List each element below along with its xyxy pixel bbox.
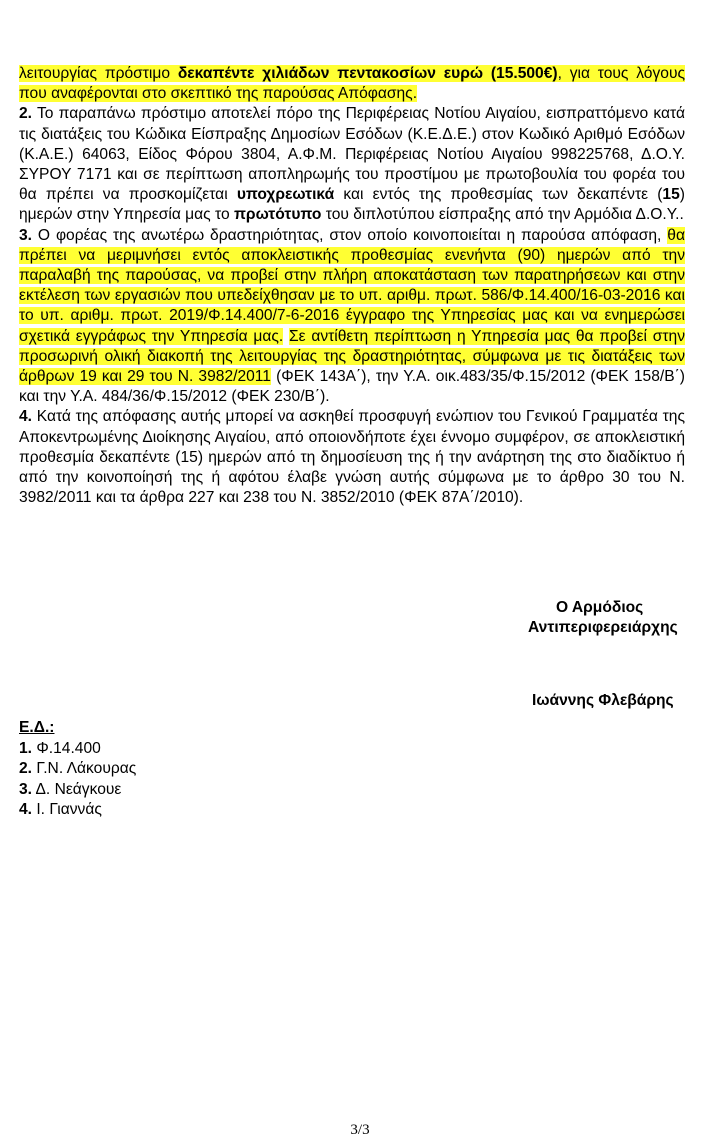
paragraph-number: 2. (19, 105, 33, 123)
paragraph-number: 3. (19, 226, 33, 244)
text-span: Ο φορέας της ανωτέρω δραστηριότητας, στον οποίο κοινοποιείται η παρούσα απόφαση, (32, 226, 668, 244)
text-span: λειτουργίας πρόστιμο (19, 65, 178, 82)
text-span: Το παραπάνω πρόστιμο αποτελεί πόρο της Περιφέρειας Νοτίου Αιγαίου, εισπραττόμενο κατά τις διατάξεις του Κώδικα Είσπραξης Δημοσίων Εσόδων (Κ.Ε.Δ.Ε.) στον Κωδικό Αριθμό Εσόδων (Κ.Α.Ε.) 64063, Είδος Φόρου 3804, Α.Φ.Μ. Περιφέρειας Νοτίου Αιγαίου 998225768, Δ.Ο.Υ. ΣΥΡΟΥ 7171 και σε περίπτωση αποπληρωμής του προστίμου με πρωτοβουλία του φορέα του θα πρέπει να προσκομίζεται (19, 105, 685, 204)
list-item (19, 739, 136, 760)
list-text: Ι. Γιαννάς (32, 801, 102, 818)
highlight (19, 65, 685, 102)
bold-term: 15 (662, 186, 680, 204)
text-span: ) ημερών στην Υπηρεσία μας το (19, 186, 685, 224)
list-number: 3. (19, 780, 33, 798)
signature-name: Ιωάννης Φλεβάρης (532, 692, 674, 709)
distribution-title: Ε.Δ.: (19, 719, 55, 736)
list-item (19, 759, 136, 780)
paragraph-4 (19, 407, 685, 508)
bold-term: υποχρεωτικά (236, 186, 335, 204)
bold-term: πρωτότυπο (233, 206, 322, 224)
text-span: (ΦΕΚ 143Α΄), την Υ.Α. οικ.483/35/Φ.15/2012 (ΦΕΚ 158/Β΄) και την Υ.Α. 484/36/Φ.15/2012 (ΦΕΚ 230/Β΄). (19, 368, 685, 406)
list-number: 4. (19, 801, 33, 818)
text-span: του διπλοτύπου είσπραξης από την Αρμόδια Δ.Ο.Υ.. (321, 206, 684, 224)
list-number: 1. (19, 739, 33, 757)
signature-role: Αντιπεριφερειάρχης (528, 619, 678, 636)
text-span: και εντός της προθεσμίας των δεκαπέντε ( (334, 186, 663, 204)
paragraph-2 (19, 104, 685, 225)
signature-title: Ο Αρμόδιος (556, 599, 644, 616)
list-text: Φ.14.400 (32, 739, 101, 757)
highlight: θα πρέπει να μεριμνήσει εντός αποκλειστικής προθεσμίας ενενήντα (90) ημερών από την παραλαβή της παρούσας, να προβεί στην πλήρη αποκατάσταση των παρατηρήσεων και στην εκτέλεση των εργασιών που υπεδείχθησαν με το υπ. αριθμ. πρωτ. 586/Φ.14.400/16-03-2016 και το υπ. αριθμ. πρωτ. 2019/Φ.14.400/7-6-2016 έγγραφο της Υπηρεσίας μας και να ενημερώσει σχετικά εγγράφως την Υπηρεσία μας. (19, 226, 685, 345)
paragraph-1 (19, 64, 685, 104)
list-item (19, 800, 136, 821)
highlight: Σε αντίθετη περίπτωση η Υπηρεσία μας θα προβεί στην προσωρινή ολική διακοπή της λειτουργίας της δραστηριότητας, σύμφωνα με τις διατάξεις των άρθρων 19 και 29 του Ν. 3982/2011 (19, 327, 686, 386)
text-span: , για τους λόγους που αναφέρονται στο σκεπτικό της παρούσας Απόφασης. (19, 65, 685, 103)
fine-amount: δεκαπέντε χιλιάδων πεντακοσίων ευρώ (15.500€) (177, 65, 558, 82)
document-body (19, 64, 685, 508)
page-number: 3/3 (350, 1122, 370, 1138)
list-text: Γ.Ν. Λάκουρας (32, 760, 137, 777)
text-span: Κατά της απόφασης αυτής μπορεί να ασκηθεί προσφυγή ενώπιον του Γενικού Γραμματέα της Αποκεντρωμένης Διοίκησης Αιγαίου, από οποιονδήποτε έχει έννομο συμφέρον, σε αποκλειστική προθεσμία δεκαπέντε (15) ημερών από τη δημοσίευση της ή την ανάρτηση της στο διαδίκτυο ή από την κοινοποίησή της ή αφότου έλαβε γνώση αυτής σύμφωνα με το άρθρο 30 του Ν. 3982/2011 και τα άρθρα 227 και 238 του Ν. 3852/2010 (ΦΕΚ 87Α΄/2010). (19, 408, 685, 507)
list-item (19, 780, 136, 801)
paragraph-number: 4. (19, 408, 33, 426)
distribution-list (19, 718, 136, 821)
list-text: Δ. Νεάγκουε (32, 780, 122, 798)
paragraph-3 (19, 226, 685, 408)
list-number: 2. (19, 760, 33, 777)
